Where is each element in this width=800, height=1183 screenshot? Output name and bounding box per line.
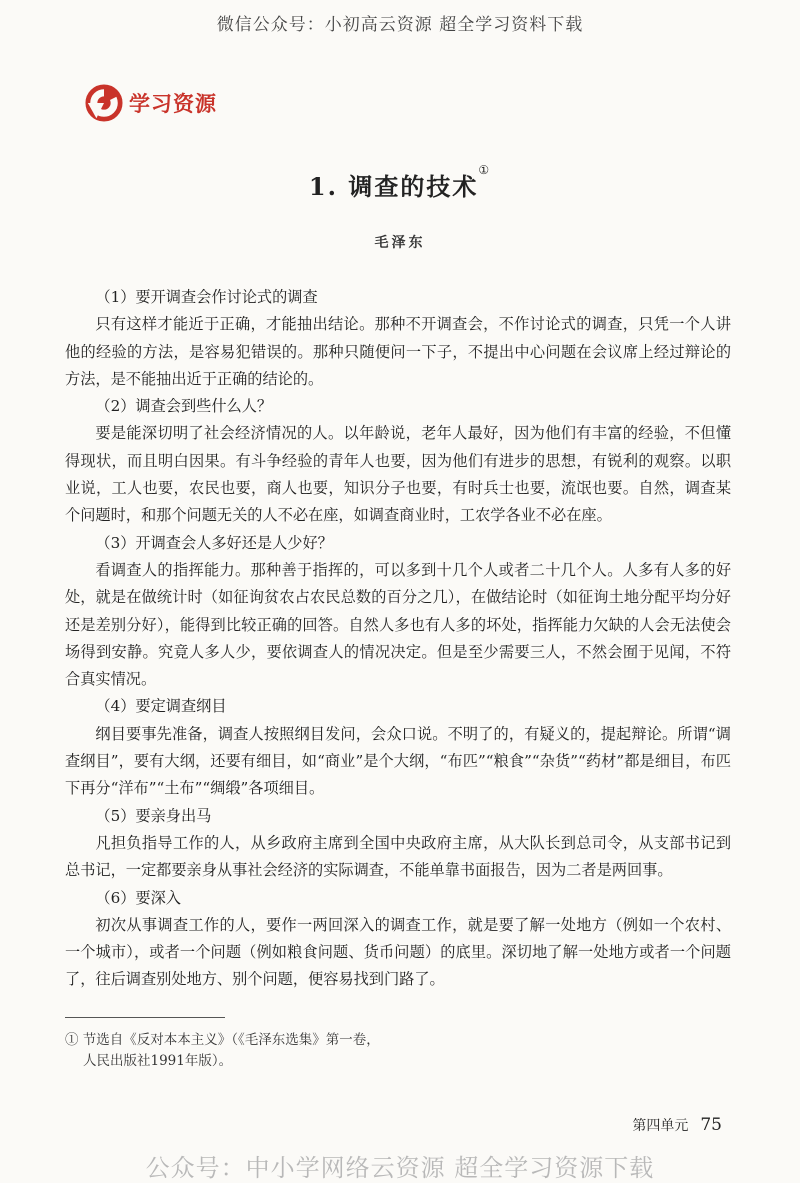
section-heading: （1）要开调查会作讨论式的调查 [95, 288, 318, 306]
title-text: 1. 调查的技术 [308, 172, 479, 201]
section-heading: （5）要亲身出马 [95, 806, 212, 825]
footnote-line: ① 节选自《反对本本主义》（《毛泽东选集》第一卷， [65, 1032, 380, 1048]
section-heading: （6）要深入 [95, 888, 181, 907]
unit-label: 第四单元 [632, 1118, 689, 1134]
author: 毛泽东 [374, 235, 426, 251]
footnote [65, 1030, 665, 1072]
watermark-bottom: 公众号：中小学网络云资源 超全学习资源下载 [145, 1154, 655, 1182]
section-heading: （2）调查会到些什么人？ [95, 397, 273, 416]
footnote-line: 人民出版社1991年版）。 [83, 1053, 233, 1069]
page-title [0, 163, 800, 202]
footnote-marker[interactable]: ① [478, 163, 492, 177]
paragraph: 只有这样才能近于正确，才能抽出结论。那种不开调查会，不作讨论式的调查，只凭一个人讲他的经验的方法，是容易犯错误的。那种只随便问一下子，不提出中心问题在会议席上经过辩论的方法，是不能抽出近于正确的结论的。 [65, 315, 731, 388]
paragraph: 要是能深切明了社会经济情况的人。以年龄说，老年人最好，因为他们有丰富的经验，不但懂得现状，而且明白因果。有斗争经验的青年人也要，因为他们有进步的思想，有锐利的观察。以职业说，工人也要，农民也要，商人也要，知识分子也要，有时兵士也要，流氓也要。自然，调查某个问题时，和那个问题无关的人不必在座，如调查商业时，工农学各业不必在座。 [65, 424, 731, 525]
paragraph: 看调查人的指挥能力。那种善于指挥的，可以多到十几个人或者二十几个人。人多有人多的好处，就是在做统计时（如征询贫农占农民总数的百分之几），在做结论时（如征询土地分配平均分好还是差别分好），能得到比较正确的回答。自然人多也有人多的坏处，指挥能力欠缺的人会无法使会场得到安静。究竟人多人少，要依调查人的情况决定。但是至少需要三人，不然会囿于见闻，不符合真实情况。 [65, 560, 731, 689]
page-footer [632, 1115, 722, 1135]
section-badge [85, 84, 217, 122]
paragraph: 初次从事调查工作的人，要作一两回深入的调查工作，就是要了解一处地方（例如一个农村、一个城市），或者一个问题（例如粮食问题、货币问题）的底里。深切地了解一处地方或者一个问题了，往后调查别处地方、别个问题，便容易找到门路了。 [65, 915, 731, 989]
watermark-top: 微信公众号：小初高云资源 超全学习资料下载 [216, 15, 584, 35]
page-number: 75 [700, 1115, 722, 1135]
section-heading: （4）要定调查纲目 [95, 697, 227, 716]
article-body [65, 284, 731, 994]
section-label: 学习资源 [129, 92, 217, 116]
paragraph: 凡担负指导工作的人，从乡政府主席到全国中央政府主席，从大队长到总司令，从支部书记到总书记，一定都要亲身从事社会经济的实际调查，不能单靠书面报告，因为二者是两回事。 [65, 833, 731, 880]
footnote-divider [65, 1017, 225, 1018]
paragraph: 纲目要事先准备，调查人按照纲目发问，会众口说。不明了的，有疑义的，提起辩论。所谓“调查纲目”，要有大纲，还要有细目，如“商业”是个大纲，“布匹”“粮食”“杂货”“药材”都是细目，布匹下再分“洋布”“土布”“绸缎”各项细目。 [65, 724, 731, 798]
learning-resource-icon [85, 84, 123, 122]
section-heading: （3）开调查会人多好还是人少好？ [95, 533, 333, 552]
